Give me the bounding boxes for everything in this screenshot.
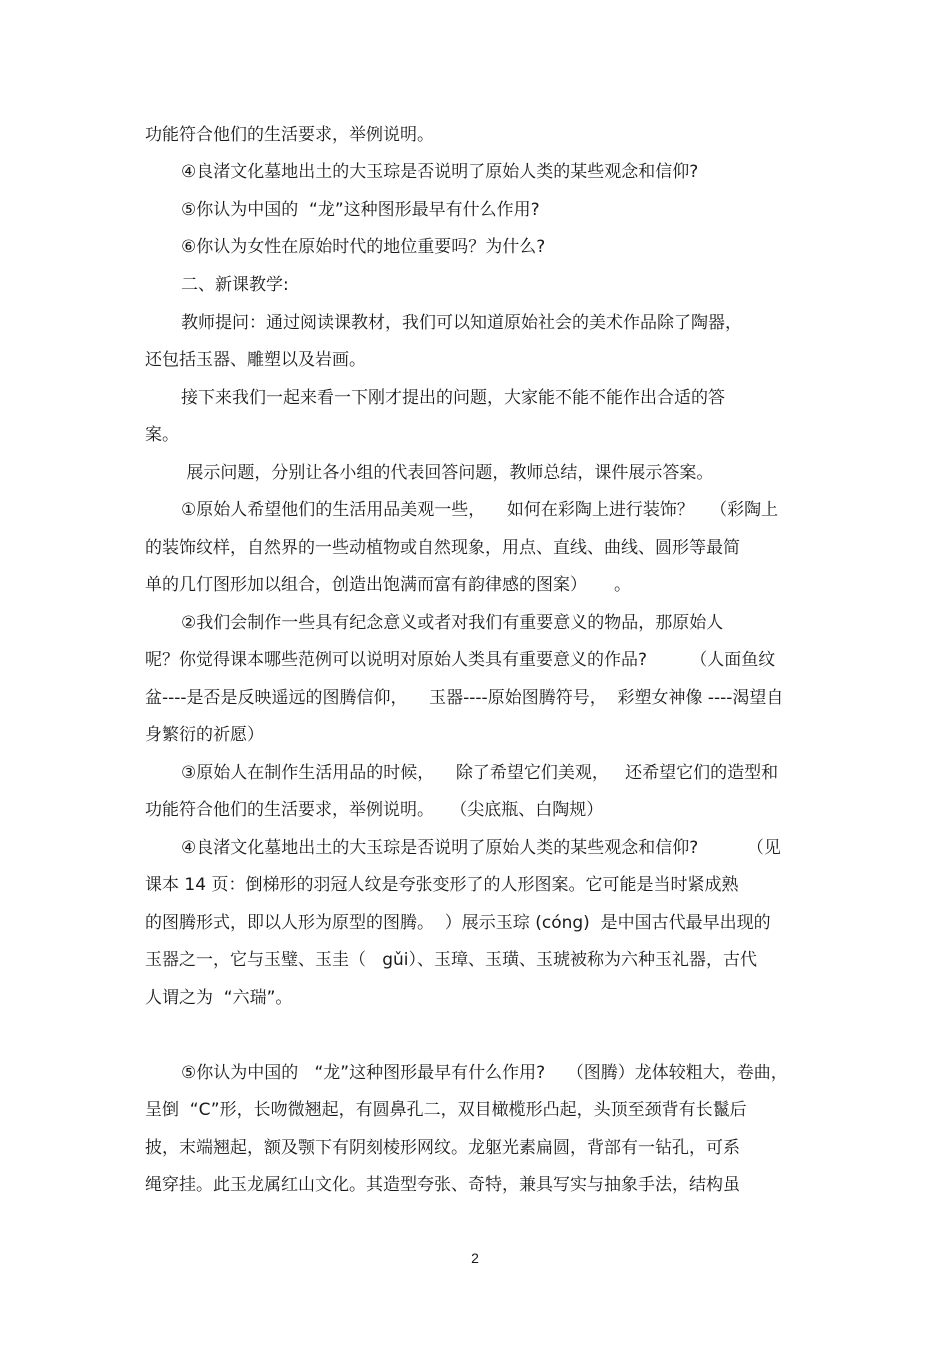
text-line: 呢？你觉得课本哪些范例可以说明对原始人类具有重要意义的作品? （人面鱼纹 (145, 650, 776, 670)
text-line: 披，末端翘起，额及颚下有阴刻棱形网纹。龙躯光素扁圆，背部有一钻孔，可系 (145, 1138, 740, 1158)
text-line: 的图腾形式，即以人形为原型的图腾。 ）展示玉琮 (cóng) 是中国古代最早出现的 (145, 913, 771, 933)
text-line: ①原始人希望他们的生活用品美观一些， 如何在彩陶上进行装饰？ （彩陶上 (181, 500, 779, 520)
text-line: 还包括玉器、雕塑以及岩画。 (145, 350, 366, 370)
text-line: 人谓之为 “六瑞”。 (145, 988, 293, 1008)
text-line: 盆----是否是反映遥远的图腾信仰， 玉器----原始图腾符号， 彩塑女神像 ----渴望自 (145, 688, 784, 708)
page-number: 2 (471, 1250, 479, 1266)
text-line: 单的几仃图形加以组合，创造出饱满而富有韵律感的图案） 。 (145, 575, 632, 595)
text-line: 绳穿挂。此玉龙属红山文化。其造型夸张、奇特，兼具写实与抽象手法，结构虽 (145, 1175, 740, 1195)
text-line: 案。 (145, 425, 179, 445)
text-line: 功能符合他们的生活要求，举例说明。 （尖底瓶、白陶规） (145, 800, 604, 820)
text-line: ⑤你认为中国的 “龙”这种图形最早有什么作用? (181, 200, 540, 220)
text-line: ⑤你认为中国的 “龙”这种图形最早有什么作用? （图腾）龙体较粗大，卷曲， (181, 1063, 788, 1083)
text-line: 呈倒 “C”形，长吻微翘起，有圆鼻孔二，双目橄榄形凸起，头顶至颈背有长鬣后 (145, 1100, 747, 1120)
text-line: 玉器之一，它与玉璧、玉圭（ gǔi）、玉璋、玉璜、玉琥被称为六种玉礼器，古代 (145, 950, 757, 970)
text-line: 接下来我们一起来看一下刚才提出的问题，大家能不能不能作出合适的答 (181, 388, 725, 408)
text-line: ④良渚文化墓地出土的大玉琮是否说明了原始人类的某些观念和信仰? （见 (181, 838, 781, 858)
text-line: 教师提问：通过阅读课教材，我们可以知道原始社会的美术作品除了陶器， (181, 313, 742, 333)
section-heading: 二、新课教学: (181, 275, 289, 295)
text-line: 课本 14 页：倒梯形的羽冠人纹是夸张变形了的人形图案。它可能是当时紧成熟 (145, 875, 739, 895)
text-line: ④良渚文化墓地出土的大玉琮是否说明了原始人类的某些观念和信仰? (181, 162, 699, 182)
text-line: 身繁衍的祈愿） (145, 725, 264, 745)
text-line: ③原始人在制作生活用品的时候， 除了希望它们美观， 还希望它们的造型和 (181, 763, 779, 783)
text-line: ⑥你认为女性在原始时代的地位重要吗？为什么? (181, 237, 546, 257)
text-line: 展示问题，分别让各小组的代表回答问题，教师总结，课件展示答案。 (181, 463, 714, 483)
text-line: 的装饰纹样，自然界的一些动植物或自然现象，用点、直线、曲线、圆形等最简 (145, 538, 740, 558)
text-line: 功能符合他们的生活要求，举例说明。 (145, 125, 434, 145)
text-line: ②我们会制作一些具有纪念意义或者对我们有重要意义的物品，那原始人 (181, 613, 724, 633)
